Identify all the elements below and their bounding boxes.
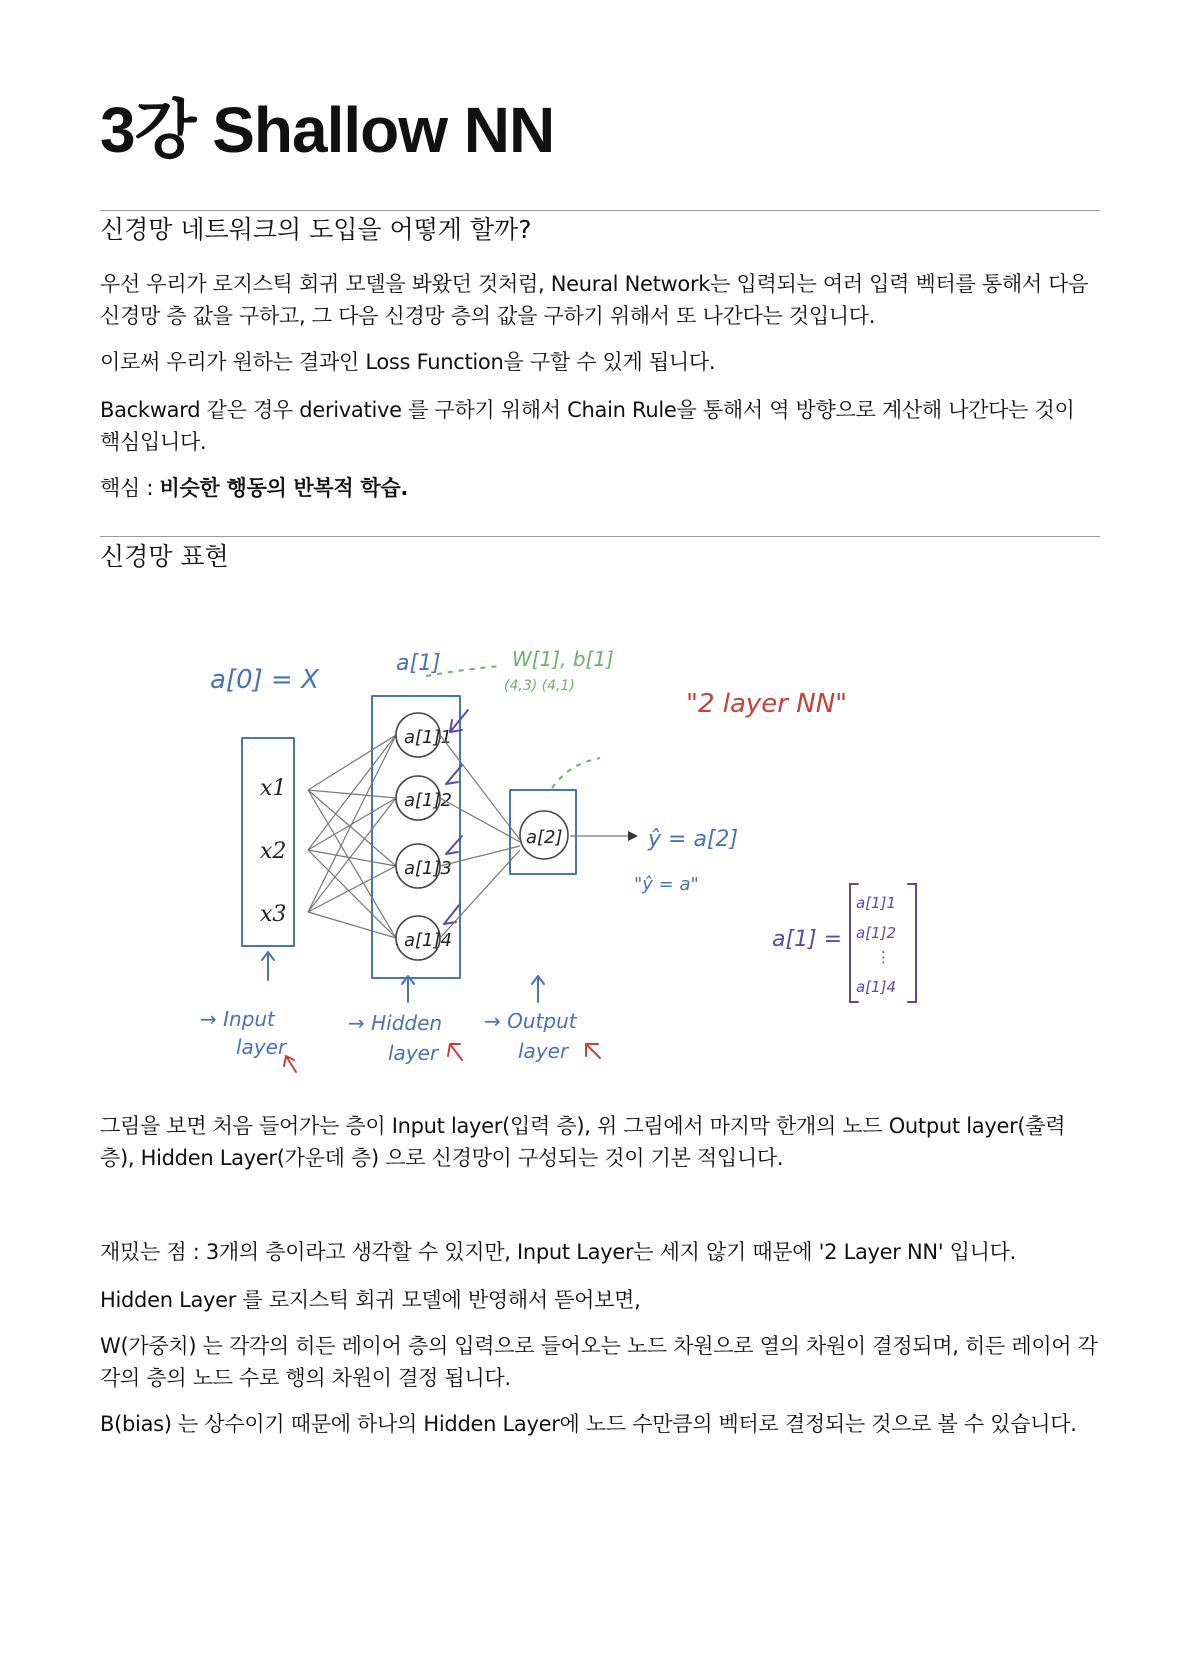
paragraph: 우선 우리가 로지스틱 회귀 모델을 봐왔던 것처럼, Neural Network는 입력되는 여러 입력 벡터를 통해서 다음 신경망 층 값을 구하고, 그 다음 신경망 층의 값을 구하기 위해서 또 나간다는 것입니다. [100,272,1089,328]
vector-right-bracket [908,884,916,1002]
vector-label: a[1] = [772,927,843,952]
yhat-quote: "ŷ = a" [634,874,699,895]
input-x2: x2 [260,839,287,864]
weights-shape: (4,3) (4,1) [504,678,575,694]
paragraph: Backward 같은 경우 derivative 를 구하기 위해서 Chain Rule을 통해서 역 방향으로 계산해 나간다는 것이 핵심입니다. [100,398,1075,454]
paragraph: 재밌는 점 : 3개의 층이라고 생각할 수 있지만, Input Layer는 세지 않기 때문에 '2 Layer NN' 입니다. [100,1240,1016,1264]
red-arrow-input [284,1056,296,1072]
vector-entry-4: a[1]4 [856,978,896,996]
section-heading-representation: 신경망 표현 [100,542,229,571]
yhat-equation: ŷ = a[2] [648,827,739,852]
output-layer-label-line1: → Output [484,1009,577,1033]
weights-label: W[1], b[1] [512,647,614,671]
section-heading-intro: 신경망 네트워크의 도입을 어떻게 할까? [100,215,532,244]
hidden-layer-label-line2: layer [388,1041,439,1065]
svg-text:a[1]1: a[1]1 [404,727,452,748]
neural-network-diagram [200,640,1000,1110]
hidden-output-connections [440,735,520,938]
key-point-bold: 비슷한 행동의 반복적 학습. [159,476,409,500]
hidden-up-arrow [402,976,414,1002]
output-layer-label-line2: layer [518,1039,569,1063]
hidden-node-1 [396,713,452,757]
svg-text:a[1]4: a[1]4 [404,930,452,951]
output-arrowhead [628,831,638,841]
hidden-node-2 [396,776,452,820]
vector-entry-1: a[1]1 [856,894,896,912]
output-node [520,811,568,859]
hidden-activation-label: a[1] [396,651,441,676]
paragraph: W(가중치) 는 각각의 히든 레이어 층의 입력으로 들어오는 노드 차원으로 열의 차원이 결정되며, 히든 레이어 각각의 층의 노드 수로 행의 차원이 결정 됩니다. [100,1334,1098,1390]
paragraph: B(bias) 는 상수이기 때문에 하나의 Hidden Layer에 노드 수만큼의 벡터로 결정되는 것으로 볼 수 있습니다. [100,1412,1077,1436]
input-x1: x1 [260,776,287,801]
green-dashed-link-output [552,758,600,788]
paragraph: 그림을 보면 처음 들어가는 층이 Input layer(입력 층), 위 그림에서 마지막 한개의 노드 Output layer(출력 층), Hidden Layer(가운데 층) 으로 신경망이 구성되는 것이 기본 적입니다. [100,1114,1066,1170]
vector-entry-2: a[1]2 [856,924,896,942]
input-up-arrow [262,952,274,980]
input-layer-label-line1: → Input [200,1007,275,1031]
vector-entry-dots: ⋮ [876,948,891,966]
a0-equation: a[0] = X [210,665,319,695]
input-layer-label-line2: layer [236,1035,287,1059]
red-arrow-hidden [448,1044,462,1060]
svg-text:a[1]3: a[1]3 [404,858,452,879]
svg-text:a[2]: a[2] [526,827,563,848]
divider [100,210,1100,211]
hidden-node-4 [396,916,452,960]
output-up-arrow [532,976,544,1002]
key-point-prefix: 핵심 : [100,476,160,500]
hidden-node-3 [396,844,452,888]
key-point [100,472,1100,504]
paragraph: 이로써 우리가 원하는 결과인 Loss Function을 구할 수 있게 됩니다. [100,350,716,374]
svg-text:a[1]2: a[1]2 [404,790,452,811]
page-title: 3강 Shallow NN [100,94,555,166]
input-hidden-connections [308,735,396,938]
paragraph: Hidden Layer 를 로지스틱 회귀 모델에 반영해서 뜯어보면, [100,1288,641,1312]
input-x3: x3 [260,902,287,927]
two-layer-note: "2 layer NN" [686,689,848,719]
hidden-layer-label-line1: → Hidden [348,1011,443,1035]
red-arrow-output [586,1044,600,1058]
divider [100,536,1100,537]
